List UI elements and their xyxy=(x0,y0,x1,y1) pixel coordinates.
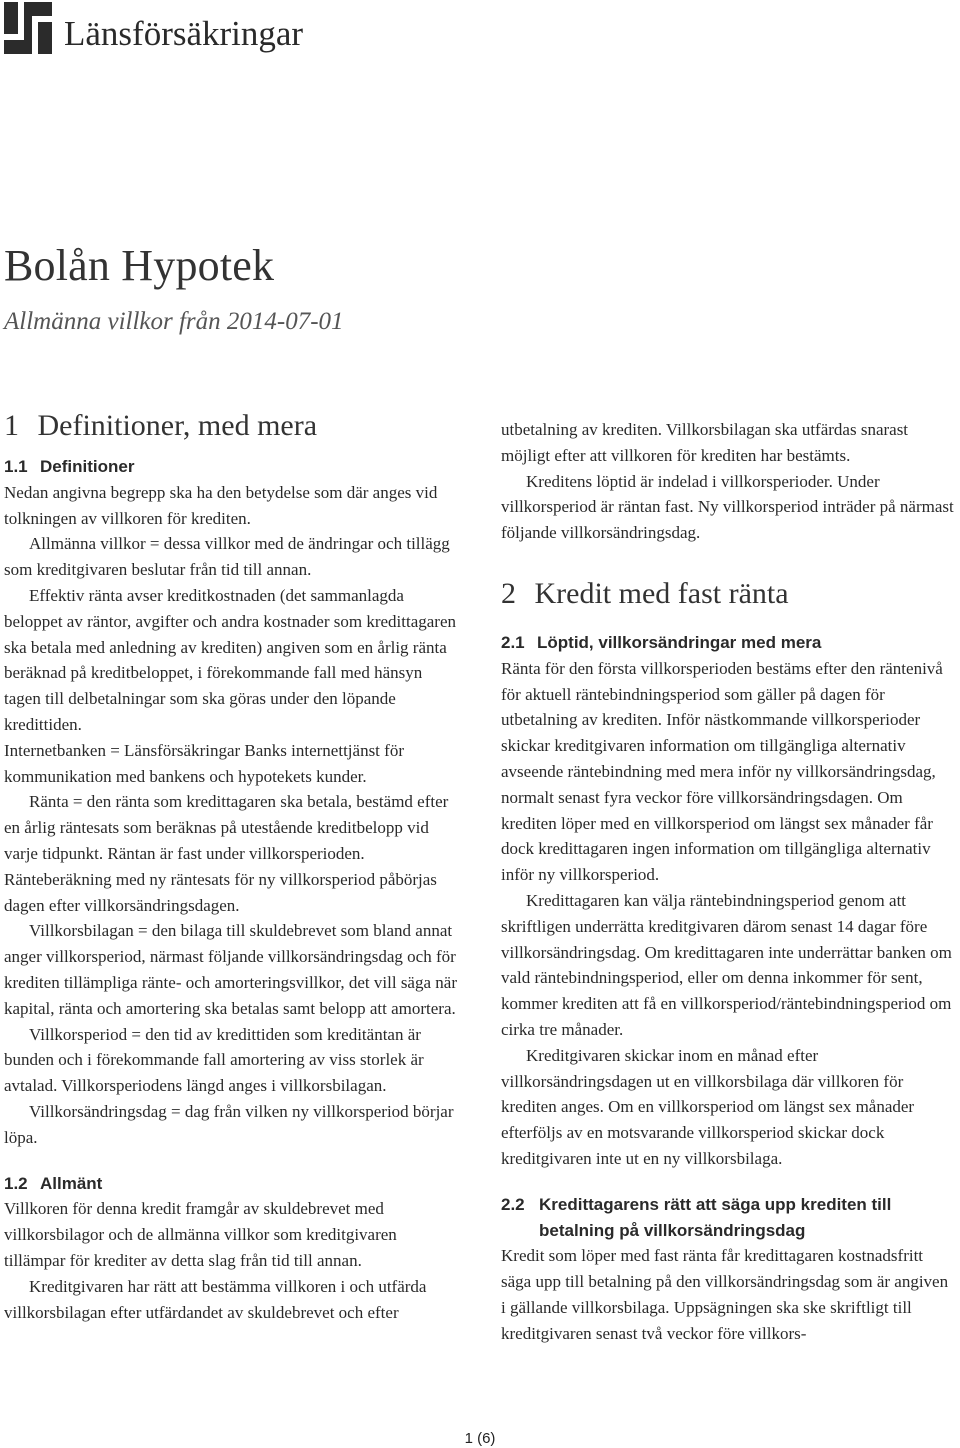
paragraph: Kreditgivaren har rätt att bestämma villkoren i och utfärda villkorsbilagan efter utfärdandet av skuldebrevet och efter xyxy=(4,1276,427,1322)
paragraph: Kredittagaren kan välja räntebindningsperiod genom att skriftligen underrätta kreditgivaren därom senast 14 dagar före villkorsändringsdag. Om kredittagaren inte underrättar banken om vald räntebindningsperiod, eller om denna inkommer för sent, kommer krediten att få en villkorsperiod/räntebindningsperiod om cirka tre månader. xyxy=(501,890,952,1039)
section-number: 1.1 xyxy=(4,457,28,476)
paragraph: Ränta = den ränta som kredittagaren ska betala, bestämd efter en årlig räntesats som beräknas på utestående kreditbelopp vid varje tidpunkt. Räntan är fast under villkorsperioden. xyxy=(4,792,449,863)
paragraph: Villkorsändringsdag = dag från vilken ny villkorsperiod börjar löpa. xyxy=(4,1101,454,1147)
section-title: Kredittagarens rätt att säga upp krediten till betalning på villkorsändringsdag xyxy=(539,1194,892,1240)
paragraph: Ränta för den första villkorsperioden bestäms efter den räntenivå för aktuell räntebindningsperiod som gäller på dagen för utbetalning av krediten. Inför nästkommande villkorsperioder skickar kreditgivaren information om tillgängliga alternativ avseende räntebindning med mera inför ny villkorsändringsdag, normalt senast fyra veckor före villkorsändringsdagen. Om krediten löper med en villkorsperiod om längst sex månader får dock kredittagaren ingen information om tillgängliga alternativ inför ny villkorsperiod. xyxy=(501,658,943,885)
paragraph: Villkoren för denna kredit framgår av skuldebrevet med villkorsbilagor och de allmänna villkor som kreditgivaren tillämpar för krediter av detta slag från tid till annan. xyxy=(4,1199,397,1270)
section-title: Definitioner, med mera xyxy=(37,409,318,442)
paragraph: Nedan angivna begrepp ska ha den betydelse som där anges vid tolkningen av villkoren för krediten. xyxy=(4,482,438,528)
lansforsakringar-logo-icon xyxy=(4,2,52,54)
section-2-heading xyxy=(501,576,956,612)
section-number: 1 xyxy=(4,409,19,442)
section-1-1-heading xyxy=(4,454,459,480)
paragraph: Villkorsperiod = den tid av kredittiden som kreditäntan är bunden och i förekommande fall amortering av viss storlek är avtalad. Villkorsperiodens längd anges i villkorsbilagan. xyxy=(4,1024,424,1096)
left-column xyxy=(4,408,459,1325)
paragraph: utbetalning av krediten. Villkorsbilagan ska utfärdas snarast möjligt efter att villkoren för krediten har bestämts. xyxy=(501,420,909,465)
section-2-2-heading xyxy=(501,1192,956,1244)
section-title: Allmänt xyxy=(40,1173,103,1193)
paragraph: Internetbanken = Länsförsäkringar Banks internettjänst för kommunikation med bankens och hypotekets kunder. xyxy=(4,740,404,786)
section-number: 2 xyxy=(501,576,516,610)
document-title: Bolån Hypotek xyxy=(4,241,275,290)
brand-name: Länsförsäkringar xyxy=(64,14,304,53)
right-column xyxy=(501,417,956,1347)
document-subtitle: Allmänna villkor från 2014-07-01 xyxy=(4,308,344,335)
paragraph: Ränteberäkning med ny räntesats för ny villkorsperiod påbörjas dagen efter villkorsändringsdagen. xyxy=(4,869,437,915)
paragraph: Villkorsbilagan = den bilaga till skuldebrevet som bland annat anger villkorsperiod, närmast följande villkorsändringsdag och för krediten tillämpliga ränte- och amorteringsvillkor, det vill säga när kapital, ränta och amortering ska betalas samt belopp att amortera. xyxy=(4,921,457,1018)
section-number: 1.2 xyxy=(4,1173,28,1193)
paragraph: Effektiv ränta avser kreditkostnaden (det sammanlagda beloppet av räntor, avgifter och andra kostnader som kredittagaren ska betala med anledning av krediten) angiven som en årlig ränta beräknad på kreditbeloppet, i förekommande fall med hänsyn tagen till delbetalningar som ska göras under den löpande kredittiden. xyxy=(4,585,457,734)
section-2-1-heading xyxy=(501,630,956,656)
section-title: Löptid, villkorsändringar med mera xyxy=(537,632,822,652)
section-1-2-heading xyxy=(4,1171,459,1197)
section-number: 2.2 xyxy=(501,1194,525,1214)
section-1-heading xyxy=(4,408,459,444)
section-title: Definitioner xyxy=(40,457,135,476)
paragraph: Kreditgivaren skickar inom en månad efter villkorsändringsdagen ut en villkorsbilaga där villkoren för krediten anges. Om en villkorsperiod om längst sex månader efterföljs av en motsvarande villkorsperiod skickar dock kreditgivaren inte ut en ny villkorsbilaga. xyxy=(501,1045,915,1168)
section-number: 2.1 xyxy=(501,632,525,652)
page-number: 1 (6) xyxy=(464,1430,496,1447)
paragraph: Kredit som löper med fast ränta får kredittagaren kostnadsfritt säga upp till betalning på den villkorsändringsdag som är angiven i gällande villkorsbilaga. Uppsägningen ska ske skriftligt till kreditgivaren senast två veckor före villkors- xyxy=(501,1246,949,1343)
section-title: Kredit med fast ränta xyxy=(534,576,789,610)
paragraph: Allmänna villkor = dessa villkor med de ändringar och tillägg som kreditgivaren beslutar från tid till annan. xyxy=(4,534,450,580)
paragraph: Kreditens löptid är indelad i villkorsperioder. Under villkorsperiod är räntan fast. Ny villkorsperiod inträder på närmast följande villkorsändringsdag. xyxy=(501,471,954,543)
